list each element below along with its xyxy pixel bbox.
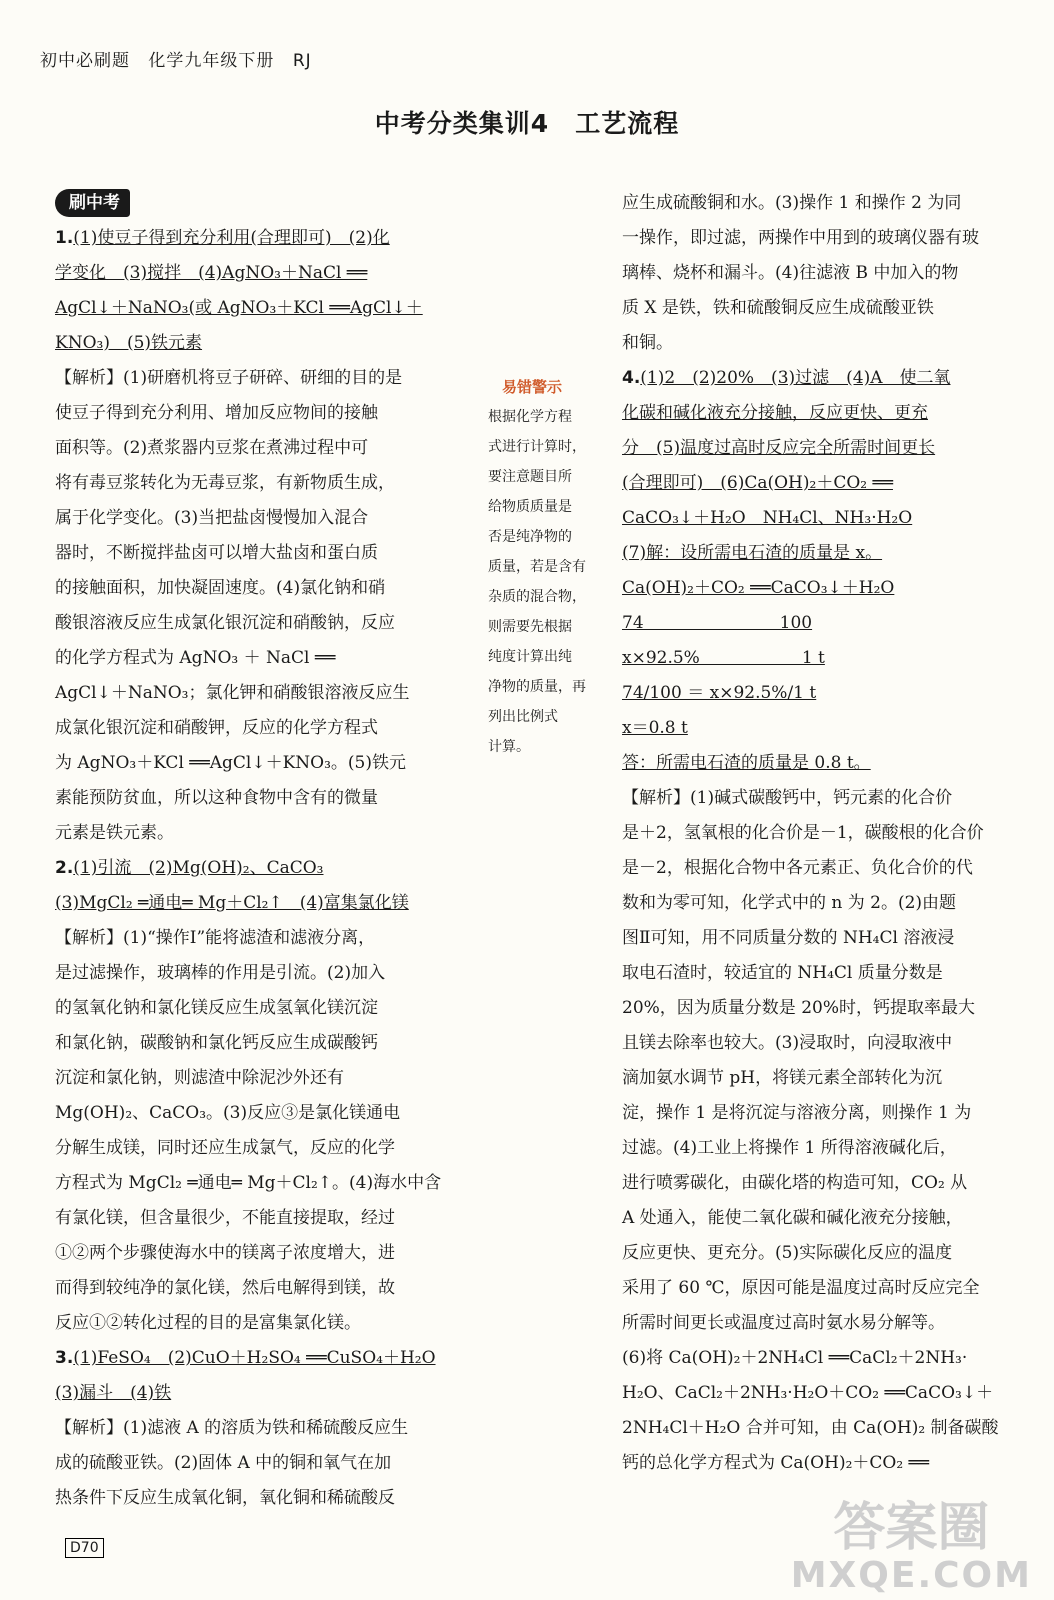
right-line xyxy=(622,1446,1032,1481)
answer-text: (合理即可) (6)Ca(OH)₂＋CO₂ ══ xyxy=(622,473,893,493)
analysis-text: 滴加氨水调节 pH，将镁元素全部转化为沉 xyxy=(622,1068,943,1088)
right-line xyxy=(622,1201,1032,1236)
right-line xyxy=(622,396,1032,431)
tip-line: 计算。 xyxy=(488,739,530,755)
left-line xyxy=(55,1481,490,1516)
answer-text: 分 (5)温度过高时反应完全所需时间更长 xyxy=(622,438,936,458)
analysis-text: 为 AgNO₃＋KCl ══AgCl↓＋KNO₃。(5)铁元 xyxy=(55,753,407,773)
question-number: 4. xyxy=(622,368,641,388)
left-line xyxy=(55,291,490,326)
question-number: 1. xyxy=(55,228,74,248)
tip-line: 否是纯净物的 xyxy=(488,529,572,545)
right-line xyxy=(622,816,1032,851)
tip-line: 要注意题目所 xyxy=(488,469,572,485)
left-line xyxy=(55,851,490,886)
tip-line: 纯度计算出纯 xyxy=(488,649,572,665)
analysis-text: 应生成硫酸铜和水。(3)操作 1 和操作 2 为同 xyxy=(622,193,962,213)
right-column xyxy=(622,186,1032,1481)
right-line xyxy=(622,466,1032,501)
right-line xyxy=(622,921,1032,956)
right-line xyxy=(622,571,1032,606)
analysis-text: 钙的总化学方程式为 Ca(OH)₂＋CO₂ ══ xyxy=(622,1453,930,1473)
analysis-text: 璃棒、烧杯和漏斗。(4)往滤液 B 中加入的物 xyxy=(622,263,959,283)
left-line xyxy=(55,1166,490,1201)
right-line xyxy=(622,746,1032,781)
tip-line: 给物质质量是 xyxy=(488,499,572,515)
analysis-text: 20%，因为质量分数是 20%时，钙提取率最大 xyxy=(622,998,975,1018)
analysis-text: ①②两个步骤使海水中的镁离子浓度增大，进 xyxy=(55,1243,395,1263)
left-line xyxy=(55,886,490,921)
left-line xyxy=(55,1306,490,1341)
analysis-text: 将有毒豆浆转化为无毒豆浆，有新物质生成， xyxy=(55,473,395,493)
left-line xyxy=(55,711,490,746)
analysis-text: 取电石渣时，较适宜的 NH₄Cl 质量分数是 xyxy=(622,963,943,983)
answer-text: CaCO₃↓＋H₂O NH₄Cl、NH₃·H₂O xyxy=(622,508,913,528)
analysis-text: 的氢氧化钠和氯化镁反应生成氢氧化镁沉淀 xyxy=(55,998,378,1018)
analysis-text: 热条件下反应生成氧化铜，氧化铜和稀硫酸反 xyxy=(55,1488,395,1508)
right-line xyxy=(622,1306,1032,1341)
answer-text: 74/100 ＝ x×92.5%/1 t xyxy=(622,683,817,703)
answer-text: (3)MgCl₂ ═通电═ Mg＋Cl₂↑ (4)富集氯化镁 xyxy=(55,893,409,913)
analysis-text: A 处通入，能使二氧化碳和碱化液充分接触， xyxy=(622,1208,963,1228)
right-line xyxy=(622,676,1032,711)
answer-text: 化碳和碱化液充分接触，反应更快、更充 xyxy=(622,403,928,423)
left-line xyxy=(55,1096,490,1131)
analysis-text: 器时，不断搅拌盐卤可以增大盐卤和蛋白质 xyxy=(55,543,378,563)
analysis-text: 【解析】(1)滤液 A 的溶质为铁和稀硫酸反应生 xyxy=(55,1418,409,1438)
analysis-text: 属于化学变化。(3)当把盐卤慢慢加入混合 xyxy=(55,508,369,528)
analysis-text: 面积等。(2)煮浆器内豆浆在煮沸过程中可 xyxy=(55,438,369,458)
analysis-text: 图Ⅱ可知，用不同质量分数的 NH₄Cl 溶液浸 xyxy=(622,928,955,948)
right-line xyxy=(622,641,1032,676)
left-line xyxy=(55,326,490,361)
analysis-text: H₂O、CaCl₂＋2NH₃·H₂O＋CO₂ ══CaCO₃↓＋ xyxy=(622,1383,994,1403)
analysis-text: 是＋2，氢氧根的化合价是－1，碳酸根的化合价 xyxy=(622,823,984,843)
left-line xyxy=(55,781,490,816)
right-line xyxy=(622,956,1032,991)
analysis-text: 的化学方程式为 AgNO₃ ＋ NaCl ══ xyxy=(55,648,336,668)
left-line xyxy=(55,256,490,291)
right-line xyxy=(622,711,1032,746)
answer-text: 74 100 xyxy=(622,613,813,633)
left-line xyxy=(55,1201,490,1236)
right-line xyxy=(622,1236,1032,1271)
left-line xyxy=(55,1236,490,1271)
analysis-text: 酸银溶液反应生成氯化银沉淀和硝酸钠，反应 xyxy=(55,613,395,633)
left-line xyxy=(55,991,490,1026)
tip-line: 净物的质量，再 xyxy=(488,679,586,695)
left-line xyxy=(55,501,490,536)
analysis-text: 【解析】(1)研磨机将豆子研碎、研细的目的是 xyxy=(55,368,403,388)
right-line xyxy=(622,606,1032,641)
right-line xyxy=(622,256,1032,291)
analysis-text: 一操作，即过滤，两操作中用到的玻璃仪器有玻 xyxy=(622,228,979,248)
answer-text: (1)FeSO₄ (2)CuO＋H₂SO₄ ══CuSO₄＋H₂O xyxy=(73,1348,436,1368)
subject-name: 化学九年级下册 xyxy=(148,51,275,71)
left-line xyxy=(55,431,490,466)
watermark: 答案圈 MXQE.COM xyxy=(790,1498,1032,1596)
analysis-text: 质 X 是铁，铁和硫酸铜反应生成硫酸亚铁 xyxy=(622,298,934,318)
section-badge: 刷中考 xyxy=(55,189,130,217)
analysis-text: 且镁去除率也较大。(3)浸取时，向浸取液中 xyxy=(622,1033,953,1053)
left-line xyxy=(55,396,490,431)
left-line xyxy=(55,1411,490,1446)
answer-text: (7)解：设所需电石渣的质量是 x。 xyxy=(622,543,883,563)
right-line xyxy=(622,991,1032,1026)
analysis-text: 的接触面积，加快凝固速度。(4)氯化钠和硝 xyxy=(55,578,386,598)
right-line xyxy=(622,1271,1032,1306)
right-line xyxy=(622,326,1032,361)
analysis-text: 使豆子得到充分利用、增加反应物间的接触 xyxy=(55,403,378,423)
left-line xyxy=(55,956,490,991)
analysis-text: 和氯化钠，碳酸钠和氯化钙反应生成碳酸钙 xyxy=(55,1033,378,1053)
left-line xyxy=(55,606,490,641)
analysis-text: 过滤。(4)工业上将操作 1 所得溶液碱化后， xyxy=(622,1138,957,1158)
tip-heading: 易错警示 xyxy=(502,378,563,396)
left-line xyxy=(55,1376,490,1411)
analysis-text: 素能预防贫血，所以这种食物中含有的微量 xyxy=(55,788,378,808)
right-line xyxy=(622,851,1032,886)
analysis-text: 方程式为 MgCl₂ ═通电═ Mg＋Cl₂↑。(4)海水中含 xyxy=(55,1173,442,1193)
analysis-text: 2NH₄Cl＋H₂O 合并可知，由 Ca(OH)₂ 制备碳酸 xyxy=(622,1418,999,1438)
answer-text: (1)引流 (2)Mg(OH)₂、CaCO₃ xyxy=(73,858,324,878)
left-line xyxy=(55,1271,490,1306)
analysis-text: 【解析】(1)碱式碳酸钙中，钙元素的化合价 xyxy=(622,788,953,808)
left-line xyxy=(55,746,490,781)
right-line xyxy=(622,536,1032,571)
right-line xyxy=(622,1376,1032,1411)
answer-text: 学变化 (3)搅拌 (4)AgNO₃＋NaCl ══ xyxy=(55,263,368,283)
left-line xyxy=(55,641,490,676)
left-line xyxy=(55,921,490,956)
analysis-text: 元素是铁元素。 xyxy=(55,823,174,843)
analysis-text: 淀，操作 1 是将沉淀与溶液分离，则操作 1 为 xyxy=(622,1103,972,1123)
analysis-text: 反应更快、更充分。(5)实际碳化反应的温度 xyxy=(622,1243,953,1263)
right-line xyxy=(622,1131,1032,1166)
right-line xyxy=(622,1341,1032,1376)
analysis-text: 沉淀和氯化钠，则滤渣中除泥沙外还有 xyxy=(55,1068,344,1088)
tip-line: 质量，若是含有 xyxy=(488,559,586,575)
right-line xyxy=(622,221,1032,256)
right-line xyxy=(622,501,1032,536)
analysis-text: AgCl↓＋NaNO₃；氯化钾和硝酸银溶液反应生 xyxy=(55,683,410,703)
answer-text: (1)2 (2)20% (3)过滤 (4)A 使二氧 xyxy=(640,368,951,388)
left-line xyxy=(55,1341,490,1376)
analysis-text: 【解析】(1)“操作Ⅰ”能将滤渣和滤液分离， xyxy=(55,928,376,948)
right-line xyxy=(622,886,1032,921)
analysis-text: 是－2，根据化合物中各元素正、负化合价的代 xyxy=(622,858,973,878)
series-name: 初中必刷题 xyxy=(40,51,130,71)
left-line xyxy=(55,571,490,606)
analysis-text: 和铜。 xyxy=(622,333,673,353)
analysis-text: 反应①②转化过程的目的是富集氯化镁。 xyxy=(55,1313,361,1333)
answer-text: (3)漏斗 (4)铁 xyxy=(55,1383,172,1403)
tip-line: 式进行计算时， xyxy=(488,439,586,455)
tip-line: 则需要先根据 xyxy=(488,619,572,635)
right-line xyxy=(622,361,1032,396)
answer-text: Ca(OH)₂＋CO₂ ══CaCO₃↓＋H₂O xyxy=(622,578,895,598)
analysis-text: 分解生成镁，同时还应生成氯气，反应的化学 xyxy=(55,1138,395,1158)
left-line xyxy=(55,536,490,571)
analysis-text: 而得到较纯净的氯化镁，然后电解得到镁，故 xyxy=(55,1278,395,1298)
analysis-text: 进行喷雾碳化，由碳化塔的构造可知，CO₂ 从 xyxy=(622,1173,968,1193)
left-line xyxy=(55,1061,490,1096)
edition: RJ xyxy=(292,51,312,71)
analysis-text: Mg(OH)₂、CaCO₃。(3)反应③是氯化镁通电 xyxy=(55,1103,401,1123)
tip-line: 列出比例式 xyxy=(488,709,558,725)
tip-line: 杂质的混合物， xyxy=(488,589,586,605)
right-line xyxy=(622,1096,1032,1131)
left-line xyxy=(55,676,490,711)
left-line xyxy=(55,221,490,256)
left-line xyxy=(55,1446,490,1481)
right-line xyxy=(622,1061,1032,1096)
answer-text: 答：所需电石渣的质量是 0.8 t。 xyxy=(622,753,871,773)
right-line xyxy=(622,186,1032,221)
left-line xyxy=(55,816,490,851)
left-line xyxy=(55,1026,490,1061)
right-line xyxy=(622,431,1032,466)
left-column xyxy=(55,186,490,1516)
analysis-text: 采用了 60 ℃，原因可能是温度过高时反应完全 xyxy=(622,1278,980,1298)
right-line xyxy=(622,1411,1032,1446)
analysis-text: 有氯化镁，但含量很少，不能直接提取，经过 xyxy=(55,1208,395,1228)
analysis-text: (6)将 Ca(OH)₂＋2NH₄Cl ══CaCl₂＋2NH₃· xyxy=(622,1348,968,1368)
right-line xyxy=(622,781,1032,816)
question-number: 2. xyxy=(55,858,74,878)
question-number: 3. xyxy=(55,1348,74,1368)
answer-text: x＝0.8 t xyxy=(622,718,688,738)
answer-text: AgCl↓＋NaNO₃(或 AgNO₃＋KCl ══AgCl↓＋ xyxy=(55,298,423,318)
answer-text: x×92.5% 1 t xyxy=(622,648,825,668)
left-line xyxy=(55,466,490,501)
analysis-text: 成的硫酸亚铁。(2)固体 A 中的铜和氧气在加 xyxy=(55,1453,392,1473)
analysis-text: 成氯化银沉淀和硝酸钾，反应的化学方程式 xyxy=(55,718,378,738)
page-number: D70 xyxy=(65,1538,104,1558)
analysis-text: 数和为零可知，化学式中的 n 为 2。(2)由题 xyxy=(622,893,957,913)
analysis-text: 所需时间更长或温度过高时氨水易分解等。 xyxy=(622,1313,945,1333)
running-header xyxy=(40,46,324,71)
tip-line: 根据化学方程 xyxy=(488,409,572,425)
answer-text: KNO₃) (5)铁元素 xyxy=(55,333,203,353)
right-line xyxy=(622,291,1032,326)
right-line xyxy=(622,1026,1032,1061)
page-title: 中考分类集训4 工艺流程 xyxy=(374,109,680,138)
left-line xyxy=(55,361,490,396)
answer-text: (1)使豆子得到充分利用(合理即可) (2)化 xyxy=(73,228,390,248)
right-line xyxy=(622,1166,1032,1201)
left-line xyxy=(55,1131,490,1166)
error-tip-box xyxy=(488,372,606,762)
analysis-text: 是过滤操作，玻璃棒的作用是引流。(2)加入 xyxy=(55,963,386,983)
